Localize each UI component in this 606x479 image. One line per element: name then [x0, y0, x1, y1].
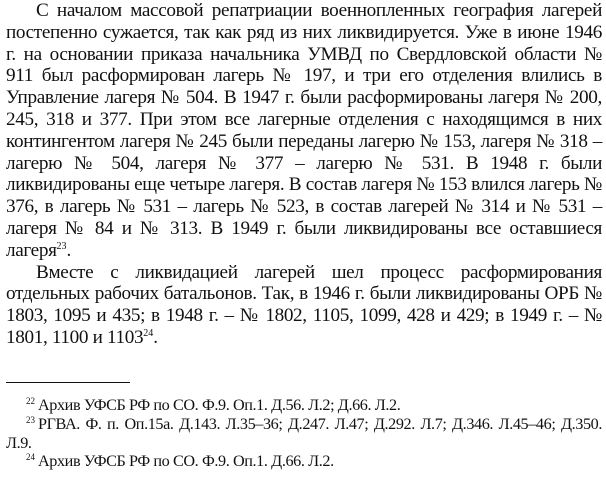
- footnote-text: Архив УФСБ РФ по СО. Ф.9. Оп.1. Д.56. Л.2; Д.66. Л.2.: [38, 396, 401, 414]
- footnote-22: [6, 396, 602, 415]
- footnote-text: Архив УФСБ РФ по СО. Ф.9. Оп.1. Д.66. Л.2.: [38, 452, 334, 471]
- footnote-text: РГВА. Ф. п. Оп.15а. Д.143. Л.35–36; Д.247. Л.47; Д.292. Л.7; Д.346. Л.45–46; Д.350. Л.9.: [6, 414, 602, 452]
- document-page: [6, 0, 602, 471]
- footnote-23: [6, 415, 602, 453]
- body-text: [6, 0, 602, 349]
- footnote-number: 24: [26, 452, 35, 463]
- footnotes: [6, 396, 602, 471]
- paragraph-text: Вместе с ликвидацией лагерей шел процесс расформирования отдельных рабочих батальонов. Так, в 1946 г. были ликвидированы ОРБ № 1803, 1095 и 435; в 1948 г. – № 1802, 1105, 1099, 428 и 429; в 1949 г. – № 1801, 1100 и 1103: [6, 261, 602, 348]
- footnote-ref-23: 23: [56, 240, 67, 252]
- footnote-number: 23: [26, 414, 35, 425]
- footnote-number: 22: [26, 396, 35, 406]
- footnote-24: [6, 452, 602, 471]
- paragraph-text: С началом массовой репатриации военнопленных география лагерей постепенно сужается, так как ряд из них ликвидируется. Уже в июне 1946 г. на основании приказа начальника УМВД по Свердловской области № 911 был расформирован лагерь № 197, и три его отделения влились в Управление лагеря № 504. В 1947 г. были расформированы лагеря № 200, 245, 318 и 377. При этом все лагерные отделения с находящимся в них контингентом лагеря № 245 были переданы лагерю № 153, лагеря № 318 – лагерю № 504, лагеря № 377 – лагерю № 531. В 1948 г. были ликвидированы еще четыре лагеря. В состав лагеря № 153 влился лагерь № 376, в лагерь № 531 – лагерь № 523, в состав лагерей № 314 и № 531 – лагеря № 84 и № 313. В 1949 г. были ликвидированы все оставшиеся лагеря: [6, 0, 602, 261]
- footnote-ref-24: 24: [143, 327, 154, 339]
- paragraph-camps-liquidation: С началом массовой репатриации военнопленных география лагерей постепенно сужается, так как ряд из них ликвидируется. Уже в июне 1946 г. на основании приказа начальника УМВД по Свердловской области № 911 был расформирован лагерь № 197, и три его отделения влились в Управление лагеря № 504. В 1947 г. были расформированы лагеря № 200, 245, 318 и 377. При этом все лагерные отделения с находящимся в них контингентом лагеря № 245 были переданы лагерю № 153, лагеря № 318 – лагерю № 504, лагеря № 377 – лагерю № 531. В 1948 г. были ликвидированы еще четыре лагеря. В состав лагеря № 153 влился лагерь № 376, в лагерь № 531 – лагерь № 523, в состав лагерей № 314 и № 531 – лагеря № 84 и № 313. В 1949 г. были ликвидированы все оставшиеся лагеря$^{23}$.: [6, 0, 602, 261]
- paragraph-battalions-disbanding: Вместе с ликвидацией лагерей шел процесс расформирования отдельных рабочих батальонов. Так, в 1946 г. были ликвидированы ОРБ № 1803, 1095 и 435; в 1948 г. – № 1802, 1105, 1099, 428 и 429; в 1949 г. – № 1801, 1100 и 1103$^{24}$.: [6, 261, 602, 348]
- footnote-separator: [6, 382, 130, 383]
